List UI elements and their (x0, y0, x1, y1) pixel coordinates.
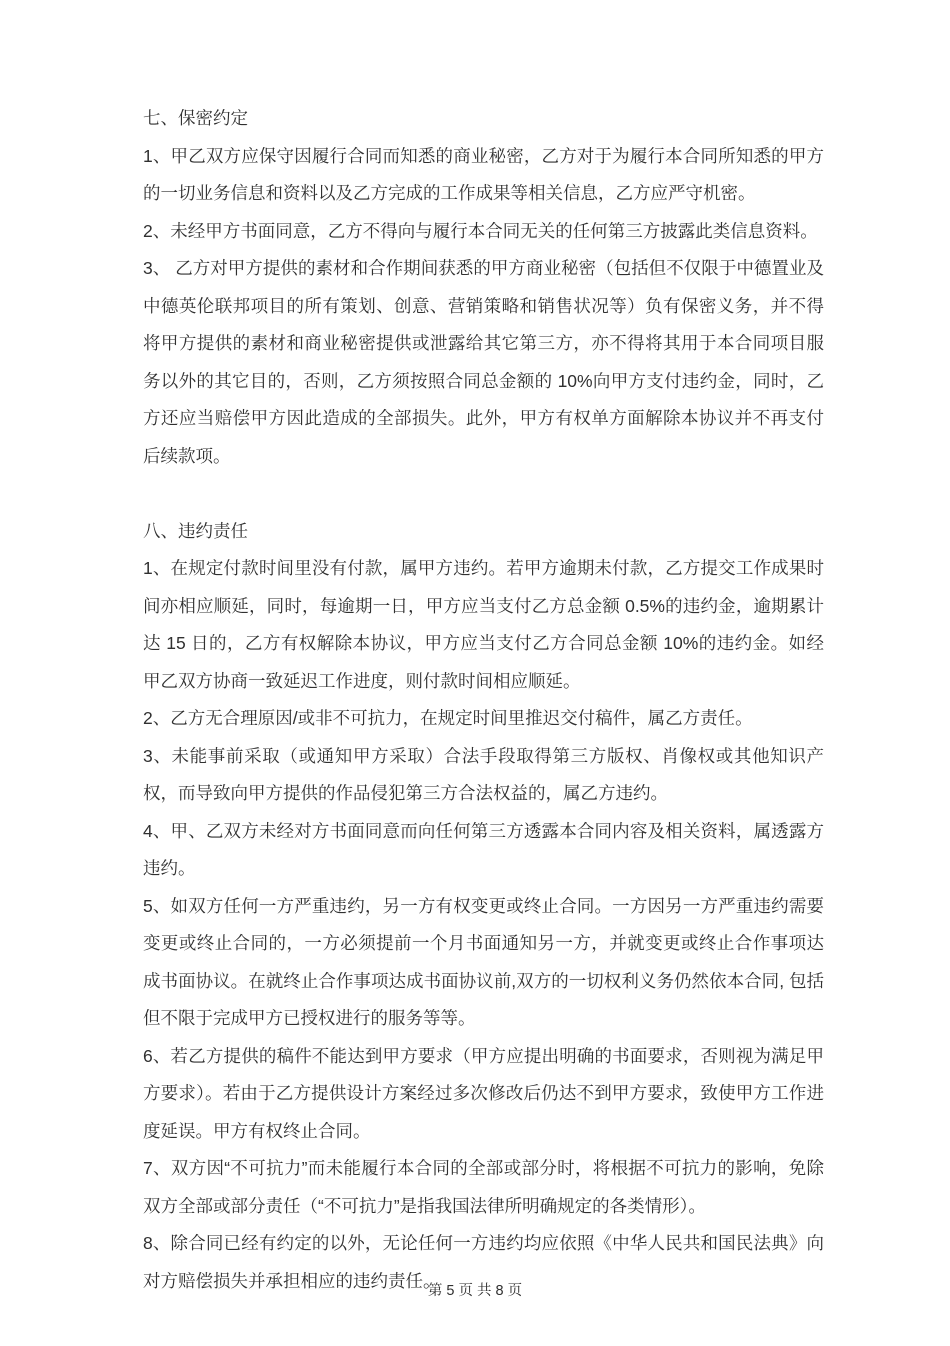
clause-breach-4: 4、甲、乙双方未经对方书面同意而向任何第三方透露本合同内容及相关资料，属透露方违约。 (143, 820, 824, 878)
section-heading-confidentiality: 七、保密约定 (143, 108, 248, 128)
section-confidentiality (143, 100, 824, 475)
clause-breach-2: 2、乙方无合理原因/或非不可抗力，在规定时间里推迟交付稿件，属乙方责任。 (143, 708, 753, 728)
page-number-footer: 第 5 页 共 8 页 (427, 1283, 523, 1299)
clause-breach-5: 5、如双方任何一方严重违约，另一方有权变更或终止合同。一方因另一方严重违约需要变更或终止合同的，一方必须提前一个月书面通知另一方，并就变更或终止合作事项达成书面协议。在就终止合作事项达成书面协议前,双方的一切权利义务仍然依本合同, 包括但不限于完成甲方已授权进行的服务等等。 (143, 895, 824, 1028)
clause-breach-8: 8、除合同已经有约定的以外，无论任何一方违约均应依照《中华人民共和国民法典》向对方赔偿损失并承担相应的违约责任。 (143, 1233, 824, 1291)
section-heading-breach-liability: 八、违约责任 (143, 520, 248, 541)
clause-breach-1: 1、在规定付款时间里没有付款，属甲方违约。若甲方逾期未付款，乙方提交工作成果时间亦相应顺延，同时，每逾期一日，甲方应当支付乙方总金额 0.5%的违约金，逾期累计达 15 日的，乙方有权解除本协议，甲方应当支付乙方合同总金额 10%的违约金。如经甲乙双方协商一致延迟工作进度，则付款时间相应顺延。 (143, 558, 824, 691)
section-breach-liability (143, 513, 824, 1301)
clause-confidentiality-3: 3、 乙方对甲方提供的素材和合作期间获悉的甲方商业秘密（包括但不仅限于中德置业及中德英伦联邦项目的所有策划、创意、营销策略和销售状况等）负有保密义务，并不得将甲方提供的素材和商业秘密提供或泄露给其它第三方，亦不得将其用于本合同项目服务以外的其它目的，否则，乙方须按照合同总金额的 10%向甲方支付违约金，同时，乙方还应当赔偿甲方因此造成的全部损失。此外，甲方有权单方面解除本协议并不再支付后续款项。 (143, 258, 824, 466)
clause-confidentiality-1: 1、甲乙双方应保守因履行合同而知悉的商业秘密，乙方对于为履行本合同所知悉的甲方的一切业务信息和资料以及乙方完成的工作成果等相关信息，乙方应严守机密。 (143, 145, 824, 203)
contract-body (143, 100, 824, 1300)
clause-breach-7: 7、双方因“不可抗力”而未能履行本合同的全部或部分时，将根据不可抗力的影响，免除双方全部或部分责任（“不可抗力”是指我国法律所明确规定的各类情形）。 (143, 1158, 824, 1216)
clause-breach-6: 6、若乙方提供的稿件不能达到甲方要求（甲方应提出明确的书面要求，否则视为满足甲方要求）。若由于乙方提供设计方案经过多次修改后仍达不到甲方要求，致使甲方工作进度延误。甲方有权终止合同。 (143, 1045, 824, 1141)
clause-confidentiality-2: 2、未经甲方书面同意，乙方不得向与履行本合同无关的任何第三方披露此类信息资料。 (143, 220, 818, 241)
clause-breach-3: 3、未能事前采取（或通知甲方采取）合法手段取得第三方版权、肖像权或其他知识产权，而导致向甲方提供的作品侵犯第三方合法权益的，属乙方违约。 (143, 745, 824, 803)
